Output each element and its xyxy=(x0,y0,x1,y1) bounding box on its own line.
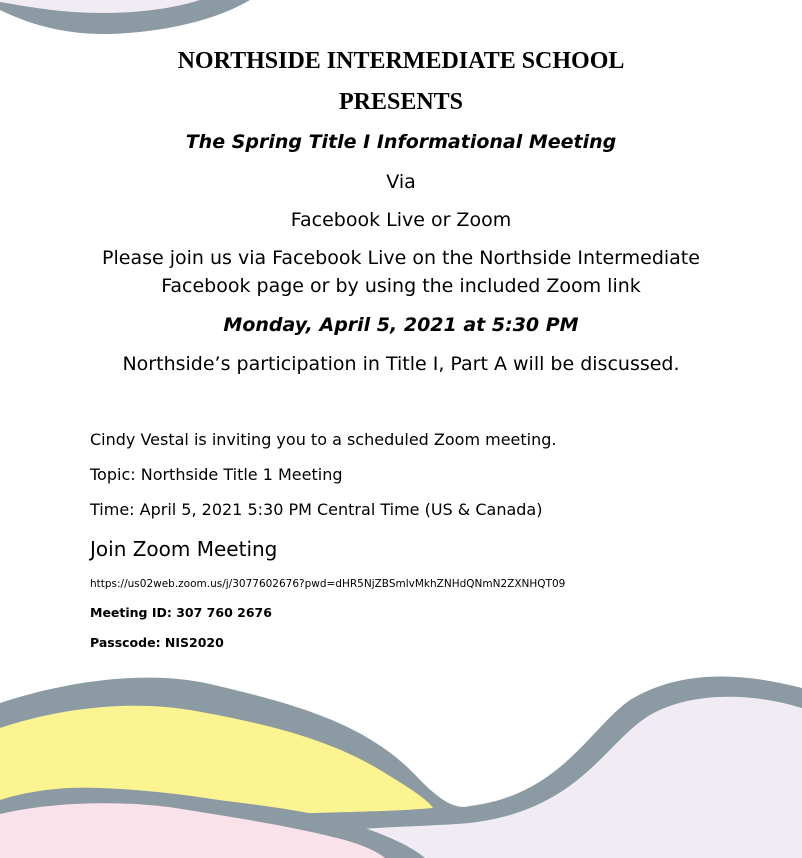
meeting-date: Monday, April 5, 2021 at 5:30 PM xyxy=(223,314,579,336)
event-title: The Spring Title I Informational Meeting xyxy=(185,131,617,153)
zoom-invite-text: Cindy Vestal is inviting you to a scheduled Zoom meeting. xyxy=(90,430,557,449)
zoom-time-text: Time: April 5, 2021 5:30 PM Central Time (US & Canada) xyxy=(90,500,543,519)
zoom-topic-text: Topic: Northside Title 1 Meeting xyxy=(90,465,343,484)
platforms-text: Facebook Live or Zoom xyxy=(290,209,512,231)
via-text: Via xyxy=(386,171,416,193)
meeting-id-text: Meeting ID: 307 760 2676 xyxy=(90,605,272,620)
join-instructions-line-2: Facebook page or by using the included Zoom link xyxy=(161,275,641,297)
join-instructions-line-1: Please join us via Facebook Live on the Northside Intermediate xyxy=(102,247,700,269)
discussion-text: Northside’s participation in Title I, Part A will be discussed. xyxy=(122,353,680,375)
school-name-heading: NORTHSIDE INTERMEDIATE SCHOOL xyxy=(177,48,625,74)
presents-heading: PRESENTS xyxy=(338,89,464,115)
join-zoom-heading: Join Zoom Meeting xyxy=(90,537,278,561)
passcode-text: Passcode: NIS2020 xyxy=(90,635,224,650)
zoom-meeting-link[interactable]: https://us02web.zoom.us/j/3077602676?pwd=dHR5NjZBSmlvMkhZNHdQNmN2ZXNHQT09 xyxy=(90,578,566,590)
